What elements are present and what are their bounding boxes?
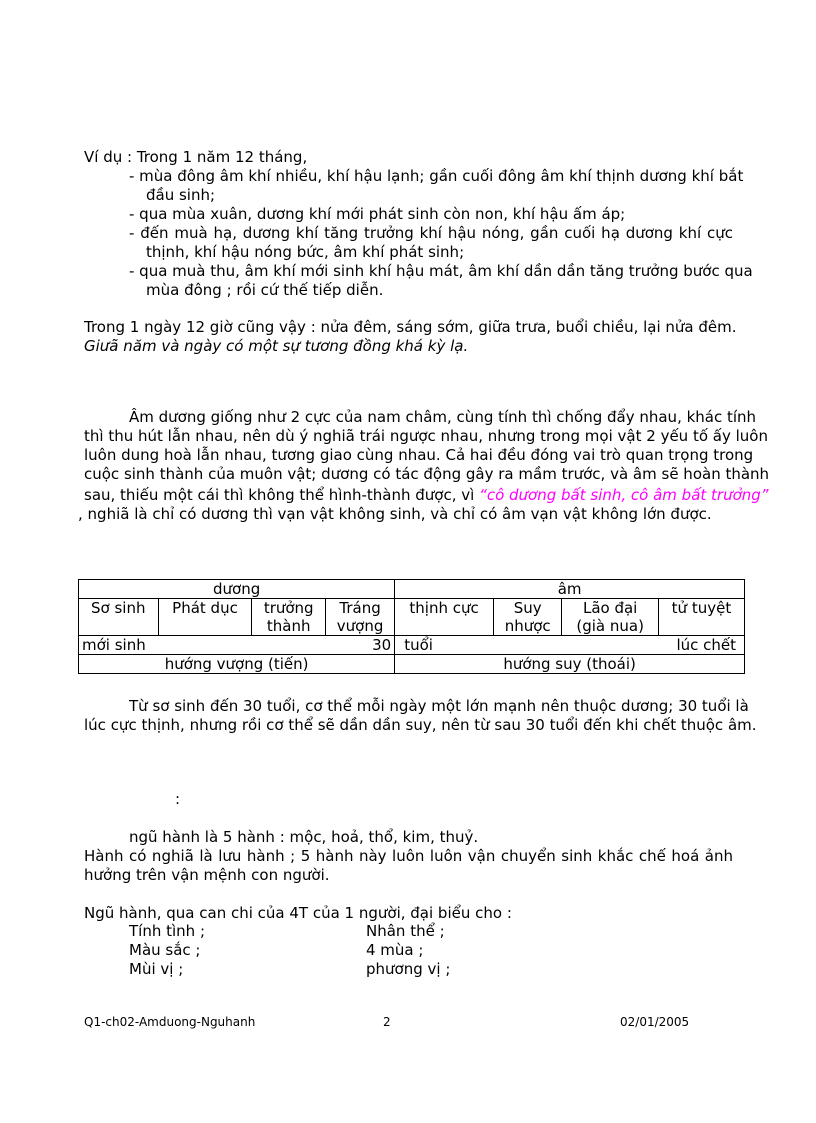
age-para-line: Từ sơ sinh đến 30 tuổi, cơ thể mỗi ngày một lớn mạnh nên thuộc dương; 30 tuổi là — [129, 697, 749, 715]
stage-cell: Phát dục — [158, 599, 252, 636]
attribute-item: Mùi vị ; — [129, 960, 184, 978]
footer-page-number: 2 — [383, 1015, 391, 1029]
stage-cell: tử tuyệt — [658, 599, 744, 636]
day-line: Trong 1 ngày 12 giờ cũng vậy : nửa đêm, sáng sớm, giữa trưa, buổi chiều, lại nửa đêm. — [84, 318, 737, 336]
nguhanh-line: ngũ hành là 5 hành : mộc, hoả, thổ, kim, thuỷ. — [129, 828, 479, 846]
magnet-plain-text: sau, thiếu một cái thì không thể hình-thành được, vì — [84, 486, 480, 504]
stage-cell: trưởng thành — [252, 599, 325, 636]
stage-cell: Sơ sinh — [79, 599, 159, 636]
attribute-item: 4 mùa ; — [366, 941, 424, 959]
age-left-cell — [79, 636, 395, 655]
stage-cell: Lão đại (già nua) — [562, 599, 658, 636]
magnet-para-line: Âm dương giống như 2 cực của nam châm, cùng tính thì chống đẩy nhau, khác tính — [129, 408, 757, 426]
example-intro: Ví dụ : Trong 1 năm 12 tháng, — [84, 148, 308, 166]
direction-row — [79, 655, 745, 674]
magnet-para-line5 — [84, 486, 769, 505]
nguhanh-line: Hành có nghiã là lưu hành ; 5 hành này luôn luôn vận chuyển sinh khắc chế hoá ảnh — [84, 847, 733, 865]
age-start: mới sinh — [82, 636, 146, 654]
list-item: - đến muà hạ, dương khí tăng trưởng khí hậu nóng, gần cuối hạ dương khí cực — [129, 224, 733, 242]
magnet-para-line6: , nghiã là chỉ có dương thì vạn vật không sinh, và chỉ có âm vạn vật không lớn được. — [78, 505, 712, 523]
yin-yang-table — [78, 579, 745, 674]
header-am: âm — [395, 580, 745, 599]
age-para-line: lúc cực thịnh, nhưng rồi cơ thể sẽ dần dần suy, nên từ sau 30 tuổi đến khi chết thuộc âm. — [84, 716, 757, 734]
stage-row — [79, 599, 745, 636]
magnet-para-line: thì thu hút lẫn nhau, nên dù ý nghiã trái ngược nhau, nhưng trong mọi vật 2 yếu tố ấy luôn — [84, 427, 768, 445]
magnet-para-line: cuộc sinh thành của muôn vật; dương có tác động gây ra mầm trước, và âm sẽ hoàn thành — [84, 465, 770, 483]
age-row — [79, 636, 745, 655]
magenta-quote: “cô dương bất sinh, cô âm bất trưởng” — [479, 486, 769, 504]
stage-cell: thịnh cực — [395, 599, 494, 636]
section-colon: : — [175, 790, 181, 808]
attribute-item: Màu sắc ; — [129, 941, 201, 959]
list-item: - qua muà thu, âm khí mới sinh khí hậu mát, âm khí dần dần tăng trưởng bước qua — [129, 262, 753, 280]
age-right-cell — [395, 636, 745, 655]
stage-cell: Suy nhược — [493, 599, 561, 636]
age-end: lúc chết — [676, 636, 736, 654]
footer-filename: Q1-ch02-Amduong-Nguhanh — [84, 1015, 256, 1029]
italic-note: Giưã năm và ngày có một sự tương đồng khá kỳ lạ. — [84, 337, 469, 355]
direction-left: hướng vượng (tiến) — [79, 655, 395, 674]
attribute-item: Nhân thể ; — [366, 922, 445, 940]
list-item-cont: đầu sinh; — [146, 186, 216, 204]
header-duong: dương — [79, 580, 395, 599]
age-tuoi: tuổi — [404, 636, 433, 654]
list-item: - mùa đông âm khí nhiều, khí hậu lạnh; gần cuối đông âm khí thịnh dương khí bắt — [129, 167, 744, 185]
magnet-para-line: luôn dung hoà lẫn nhau, tương giao cùng nhau. Cả hai đều đóng vai trò quan trọng trong — [84, 446, 754, 464]
stage-cell: Tráng vượng — [325, 599, 394, 636]
direction-right: hướng suy (thoái) — [395, 655, 745, 674]
list-item: - qua mùa xuân, dương khí mới phát sinh còn non, khí hậu ấm áp; — [129, 205, 626, 223]
list-item-cont: thịnh, khí hậu nóng bức, âm khí phát sinh; — [146, 243, 465, 261]
age-thirty: 30 — [372, 636, 392, 654]
footer-date: 02/01/2005 — [620, 1015, 690, 1029]
nguhanh-intro: Ngũ hành, qua can chi của 4T của 1 người, đại biểu cho : — [84, 904, 512, 922]
nguhanh-line: hưởng trên vận mệnh con người. — [84, 866, 330, 884]
attribute-item: phương vị ; — [366, 960, 451, 978]
attribute-item: Tính tình ; — [129, 922, 205, 940]
list-item-cont: mùa đông ; rồi cứ thế tiếp diễn. — [146, 281, 384, 299]
